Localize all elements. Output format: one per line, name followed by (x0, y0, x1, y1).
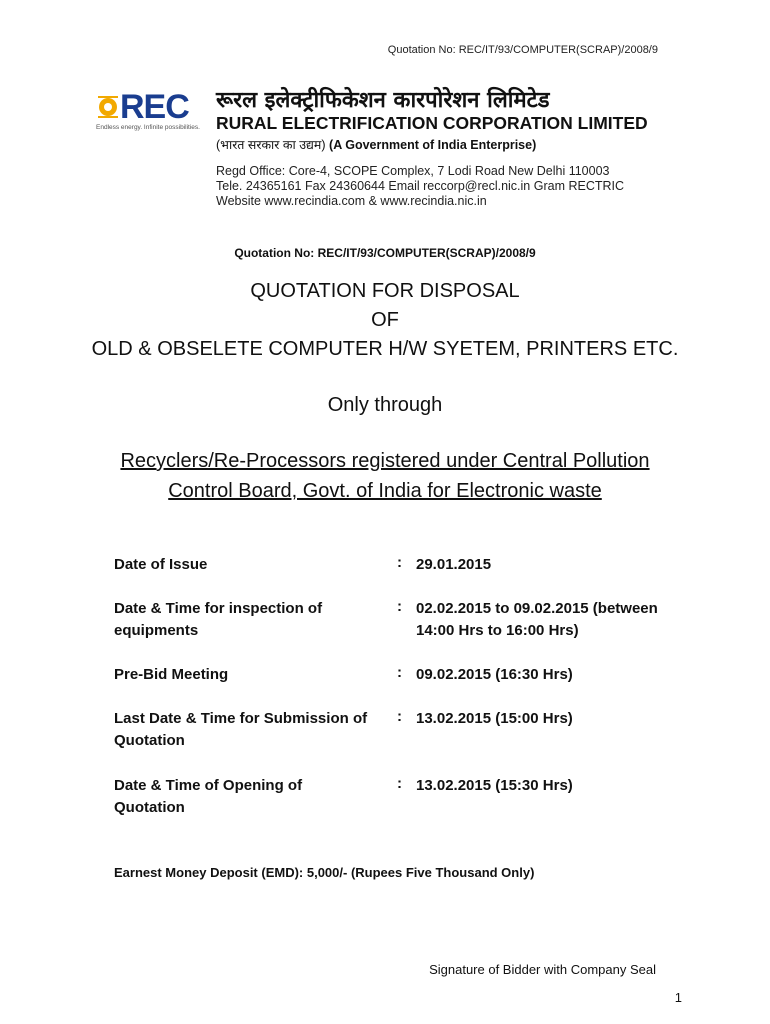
schedule-label-submission: Last Date & Time for Submission of Quotation (114, 710, 368, 749)
schedule-colon: : (397, 664, 402, 681)
schedule-label-prebid: Pre-Bid Meeting (114, 666, 229, 683)
schedule-value-prebid: 09.02.2015 (16:30 Hrs) (416, 666, 573, 683)
emd-note: Earnest Money Deposit (EMD): 5,000/- (Rupees Five Thousand Only) (114, 865, 535, 880)
eligibility-line-1: Recyclers/Re-Processors registered under Central Pollution (120, 450, 650, 472)
address-line-2: Tele. 24365161 Fax 24360644 Email reccorp@recl.nic.in Gram RECTRIC (216, 179, 625, 193)
schedule-colon: : (397, 554, 402, 571)
quotation-ref: Quotation No: REC/IT/93/COMPUTER(SCRAP)/2008/9 (234, 246, 536, 260)
rec-sun-logo-icon (96, 92, 120, 122)
schedule-value-submission: 13.02.2015 (15:00 Hrs) (416, 710, 573, 727)
title-line-1: QUOTATION FOR DISPOSAL (250, 280, 520, 302)
gov-hindi: (भारत सरकार का उद्यम) (216, 138, 326, 152)
schedule-label-inspection: Date & Time for inspection of equipments (114, 600, 323, 639)
schedule-colon: : (397, 708, 402, 725)
schedule-value-inspection: 02.02.2015 to 09.02.2015 (between 14:00 Hrs to 16:00 Hrs) (416, 600, 658, 639)
logo-text: REC (120, 88, 189, 126)
address-line-1: Regd Office: Core-4, SCOPE Complex, 7 Lodi Road New Delhi 110003 (216, 164, 610, 178)
schedule-value-opening: 13.02.2015 (15:30 Hrs) (416, 777, 573, 794)
address-line-3: Website www.recindia.com & www.recindia.nic.in (216, 194, 487, 208)
title-line-2: OF (371, 309, 399, 331)
schedule-colon: : (397, 598, 402, 615)
schedule-label-opening: Date & Time of Opening of Quotation (114, 777, 303, 816)
logo-tagline: Endless energy. Infinite possibilities. (96, 124, 200, 131)
eligibility-line-2: Control Board, Govt. of India for Electronic waste (168, 480, 602, 502)
signature-line: Signature of Bidder with Company Seal (429, 962, 656, 977)
header-quotation-ref: Quotation No: REC/IT/93/COMPUTER(SCRAP)/2008/9 (387, 44, 658, 56)
company-name: RURAL ELECTRIFICATION CORPORATION LIMITED (216, 113, 648, 133)
government-enterprise (216, 136, 536, 153)
schedule-colon: : (397, 775, 402, 792)
only-through: Only through (327, 394, 443, 416)
schedule-label-issue: Date of Issue (114, 556, 208, 573)
schedule-value-issue: 29.01.2015 (416, 556, 492, 573)
page-number: 1 (674, 990, 682, 1005)
gov-english: (A Government of India Enterprise) (329, 138, 537, 152)
company-name-hindi: रूरल इलेक्ट्रीफिकेशन कारपोरेशन लिमिटेड (216, 88, 550, 113)
title-line-3: OLD & OBSELETE COMPUTER H/W SYETEM, PRINTERS ETC. (91, 338, 679, 360)
